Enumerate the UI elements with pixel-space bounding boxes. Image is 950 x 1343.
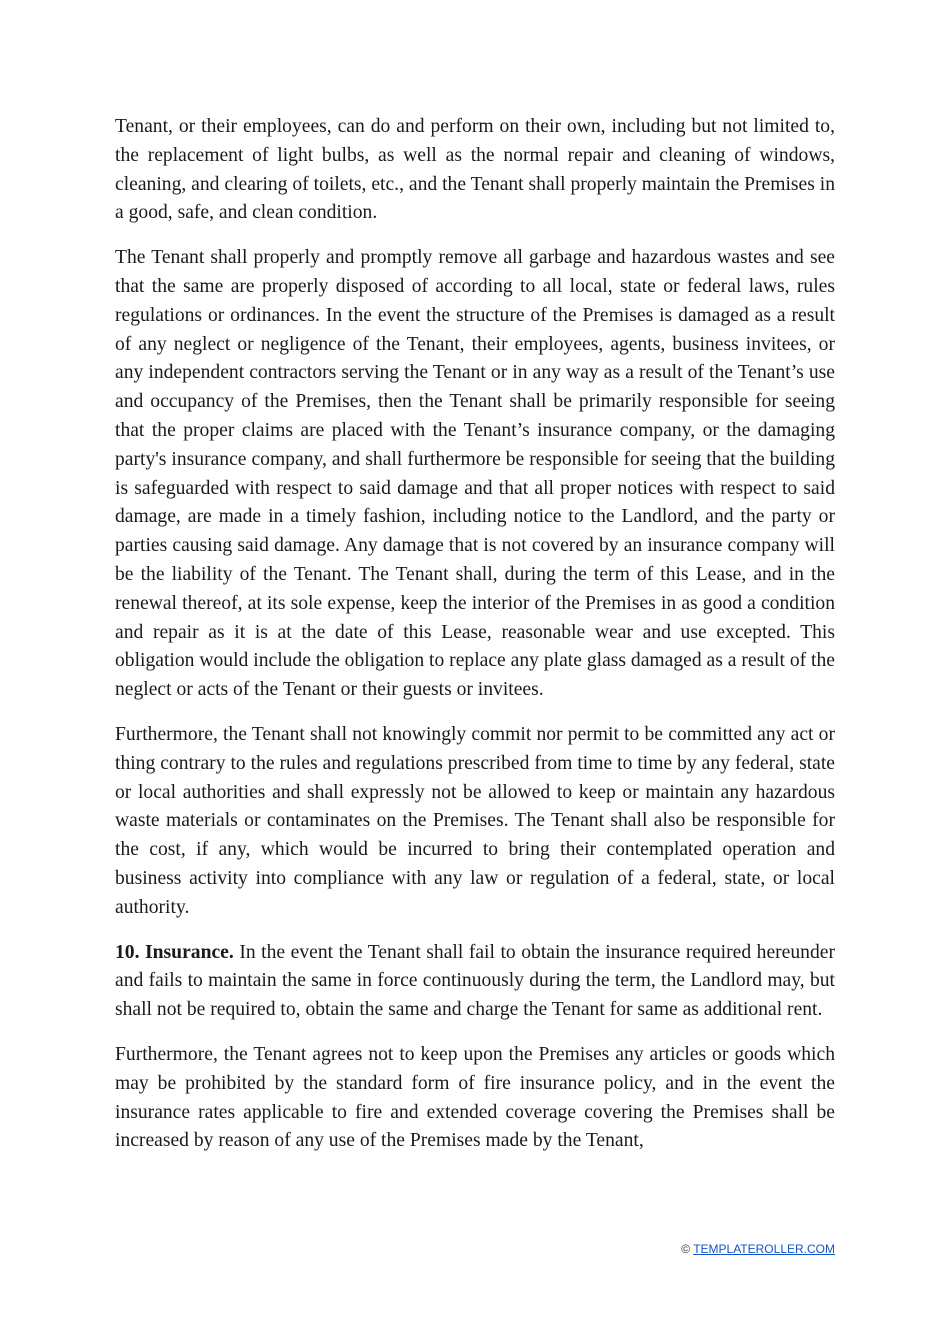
- paragraph-rules-compliance: [115, 721, 835, 923]
- paragraph-text: Furthermore, the Tenant shall not knowingly commit nor permit to be committed any act or thing contrary to the rules and regulations prescribed from time to time by any federal, state or local authorities and shall expressly not be allowed to keep or maintain any hazardous waste materials or contaminates on the Premises. The Tenant shall also be responsible for the cost, if any, which would be incurred to bring their contemplated operation and business activity into compliance with any law or regulation of a federal, state, or local authority.: [115, 723, 835, 918]
- paragraph-garbage-and-damage: [115, 244, 835, 705]
- paragraph-maintenance-duties: [115, 113, 835, 228]
- paragraph-text: The Tenant shall properly and promptly remove all garbage and hazardous wastes and see that the same are properly disposed of according to all local, state or federal laws, rules regulations or ordinances. In the event the structure of the Premises is damaged as a result of any neglect or negligence of the Tenant, their employees, agents, business invitees, or any independent contractors serving the Tenant or in any way as a result of the Tenant’s use and occupancy of the Premises, then the Tenant shall be primarily responsible for seeing that the proper claims are placed with the Tenant’s insurance company, or the damaging party's insurance company, and shall furthermore be responsible for seeing that the building is safeguarded with respect to said damage and that all proper notices with respect to said damage, are made in a timely fashion, including notice to the Landlord, and the party or parties causing said damage. Any damage that is not covered by an insurance company will be the liability of the Tenant. The Tenant shall, during the term of this Lease, and in the renewal thereof, at its sole expense, keep the interior of the Premises in as good a condition and repair as it is at the date of this Lease, reasonable wear and use excepted. This obligation would include the obligation to replace any plate glass damaged as a result of the neglect or acts of the Tenant or their guests or invitees.: [115, 247, 835, 701]
- document-body: [115, 113, 835, 1172]
- paragraph-text: Furthermore, the Tenant agrees not to keep upon the Premises any articles or goods which may be prohibited by the standard form of fire insurance policy, and in the event the insurance rates applicable to fire and extended coverage covering the Premises shall be increased by reason of any use of the Premises made by the Tenant,: [115, 1043, 835, 1152]
- footer-copyright: [681, 1242, 835, 1256]
- paragraph-text: In the event the Tenant shall fail to obtain the insurance required hereunder and fails to maintain the same in force continuously during the term, the Landlord may, but shall not be required to, obtain the same and charge the Tenant for same as additional rent.: [115, 941, 835, 1021]
- copyright-symbol: ©: [681, 1242, 691, 1256]
- templateroller-link[interactable]: TEMPLATEROLLER.COM: [693, 1242, 835, 1256]
- section-heading: 10. Insurance.: [115, 941, 234, 963]
- paragraph-text: Tenant, or their employees, can do and perform on their own, including but not limited to, the replacement of light bulbs, as well as the normal repair and cleaning of windows, cleaning, and clearing of toilets, etc., and the Tenant shall properly maintain the Premises in a good, safe, and clean condition.: [115, 116, 835, 224]
- paragraph-insurance-articles: [115, 1041, 835, 1156]
- section-insurance: [115, 939, 835, 1025]
